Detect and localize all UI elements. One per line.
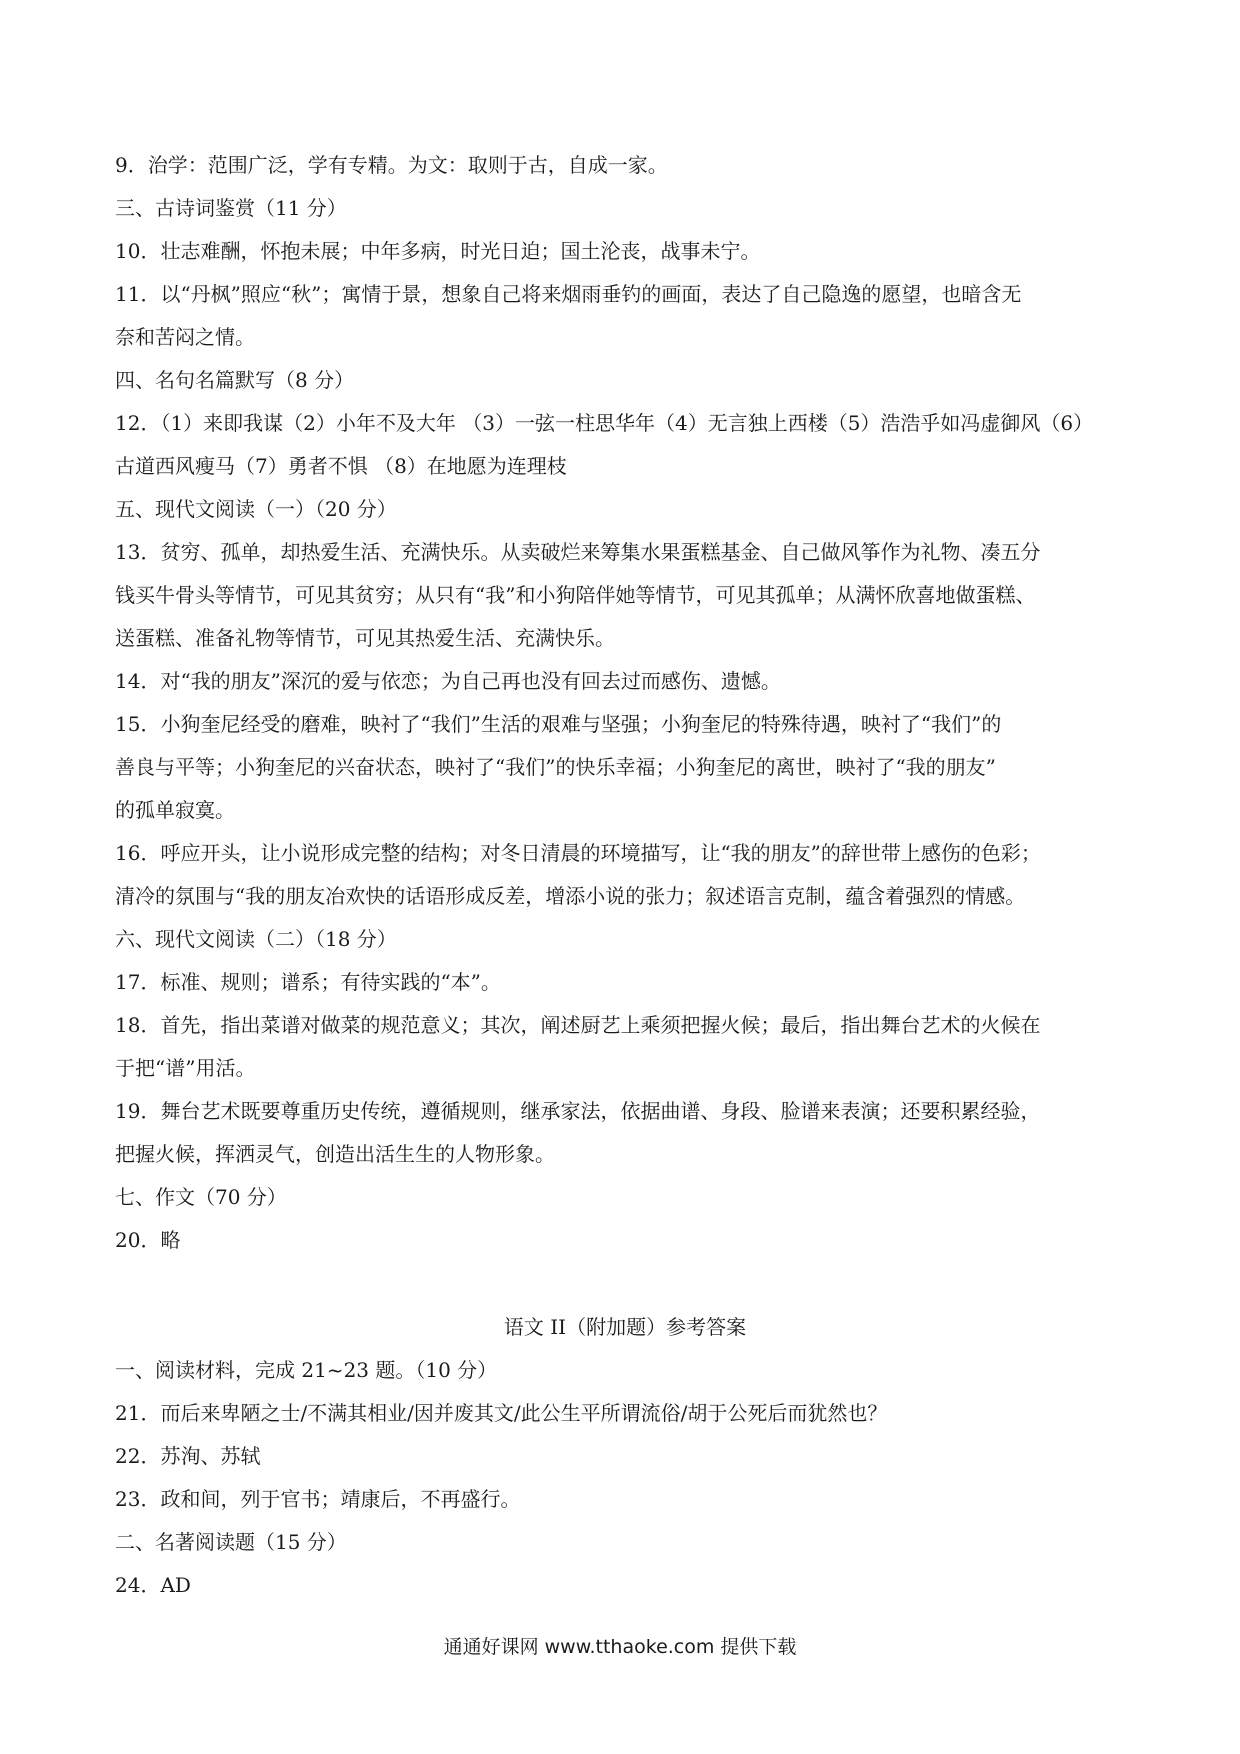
- text-line: 17．标准、规则；谱系；有待实践的“本”。: [115, 970, 501, 994]
- text-line: 19．舞台艺术既要尊重历史传统，遵循规则，继承家法，依据曲谱、身段、脸谱来表演；还要积累经验，: [115, 1099, 1041, 1123]
- text-line: 钱买牛骨头等情节，可见其贫穷；从只有“我”和小狗陪伴她等情节，可见其孤单；从满怀欣喜地做蛋糕、: [115, 583, 1036, 607]
- answer-key-body: [115, 144, 1135, 1607]
- text-line: 23．政和间，列于官书；靖康后，不再盛行。: [115, 1487, 521, 1511]
- text-line: 送蛋糕、准备礼物等情节，可见其热爱生活、充满快乐。: [115, 626, 615, 650]
- text-line: 奈和苦闷之情。: [115, 325, 255, 349]
- text-line: 16．呼应开头，让小说形成完整的结构；对冬日清晨的环境描写，让“我的朋友”的辞世带上感伤的色彩；: [115, 841, 1041, 865]
- text-line: 古道西风瘦马（7）勇者不惧 （8）在地愿为连理枝: [115, 454, 567, 478]
- text-line: 11．以“丹枫”照应“秋”；寓情于景，想象自己将来烟雨垂钓的画面，表达了自己隐逸的愿望，也暗含无: [115, 282, 1022, 306]
- text-line: 24．AD: [115, 1573, 191, 1597]
- text-line: 七、作文（70 分）: [115, 1185, 287, 1209]
- text-line: 于把“谱”用活。: [115, 1056, 256, 1080]
- section-subtitle: 语文 II（附加题）参考答案: [503, 1315, 747, 1339]
- text-line: 二、名著阅读题（15 分）: [115, 1530, 347, 1554]
- answers-chinese-ii: [115, 1349, 1135, 1607]
- text-line: 六、现代文阅读（二）（18 分）: [115, 927, 397, 951]
- text-line: 14．对“我的朋友”深沉的爱与依恋；为自己再也没有回去过而感伤、遗憾。: [115, 669, 781, 693]
- text-line: 善良与平等；小狗奎尼的兴奋状态，映衬了“我们”的快乐幸福；小狗奎尼的离世，映衬了“我的朋友”: [115, 755, 996, 779]
- text-line: 9．治学：范围广泛，学有专精。为文：取则于古，自成一家。: [115, 153, 668, 177]
- text-line: 一、阅读材料，完成 21~23 题。（10 分）: [115, 1358, 498, 1382]
- text-line: 三、古诗词鉴赏（11 分）: [115, 196, 347, 220]
- text-line: 12．（1）来即我谋（2）小年不及大年 （3）一弦一柱思华年（4）无言独上西楼（5）浩浩乎如冯虚御风（6）: [115, 411, 1094, 435]
- text-line: 把握火候，挥洒灵气，创造出活生生的人物形象。: [115, 1142, 555, 1166]
- answers-chinese-i: [115, 144, 1135, 1262]
- text-line: 的孤单寂寞。: [115, 798, 235, 822]
- page-footer: 通通好课网 www.tthaoke.com 提供下载: [443, 1636, 797, 1658]
- text-line: 18．首先，指出菜谱对做菜的规范意义；其次，阐述厨艺上乘须把握火候；最后，指出舞台艺术的火候在: [115, 1013, 1041, 1037]
- text-line: 15．小狗奎尼经受的磨难，映衬了“我们”生活的艰难与坚强；小狗奎尼的特殊待遇，映衬了“我们”的: [115, 712, 1002, 736]
- text-line: 10．壮志难酬，怀抱未展；中年多病，时光日迫；国土沦丧，战事未宁。: [115, 239, 761, 263]
- text-line: 22．苏洵、苏轼: [115, 1444, 261, 1468]
- text-line: 21．而后来卑陋之士/不满其相业/因并废其文/此公生平所谓流俗/胡于公死后而犹然也？: [115, 1401, 888, 1425]
- text-line: 13．贫穷、孤单，却热爱生活、充满快乐。从卖破烂来筹集水果蛋糕基金、自己做风筝作为礼物、凑五分: [115, 540, 1041, 564]
- text-line: 五、现代文阅读（一）（20 分）: [115, 497, 397, 521]
- text-line: 四、名句名篇默写（8 分）: [115, 368, 355, 392]
- text-line: 清冷的氛围与“我的朋友冶欢快的话语形成反差，增添小说的张力；叙述语言克制，蕴含着强烈的情感。: [115, 884, 1026, 908]
- text-line: 20．略: [115, 1228, 181, 1252]
